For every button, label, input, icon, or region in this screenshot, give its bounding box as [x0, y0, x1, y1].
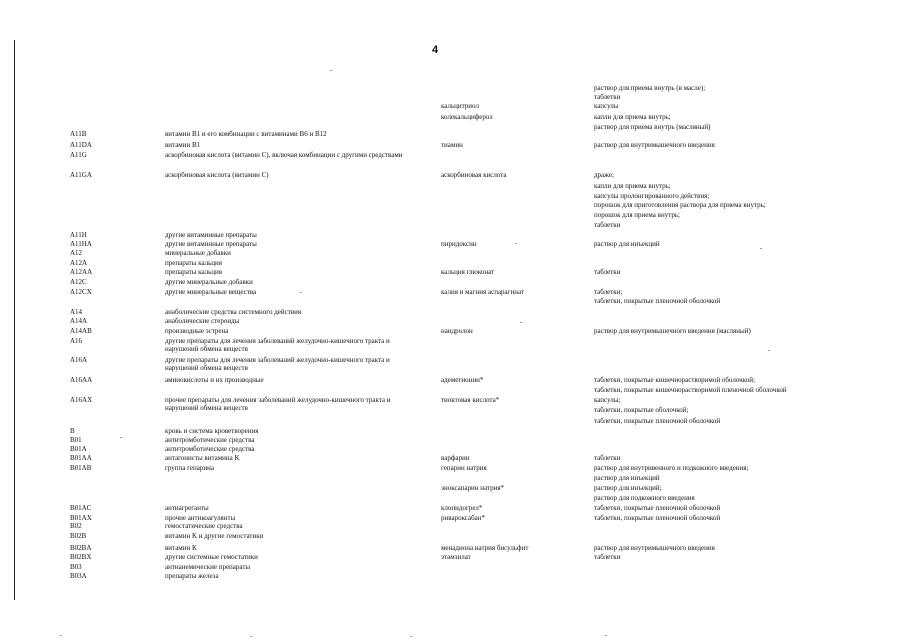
atc-code: A12A: [70, 259, 88, 267]
dosage-form-text: таблетки, покрытые пленочной оболочкой: [594, 514, 721, 522]
drug-name: гепарин натрия: [441, 464, 487, 472]
atc-code: A14A: [70, 317, 88, 325]
dosage-form-text: раствор для внутримышечного введения (масляный): [594, 327, 751, 335]
atc-group-name: другие системные гемостатики: [165, 553, 258, 561]
page-number: 4: [432, 44, 439, 56]
drug-name: кальцитриол: [441, 102, 479, 110]
dosage-form-text: раствор для приема внутрь (в масле);: [594, 84, 706, 92]
dosage-form-text: раствор для внутривенного и подкожного введения;: [594, 464, 749, 472]
drug-name: менадиона натрия бисульфит: [441, 544, 529, 552]
atc-group-name: другие витаминные препараты: [165, 240, 257, 248]
atc-code: B01A: [70, 445, 87, 453]
atc-group-name: анаболические средства системного действия: [165, 308, 302, 316]
atc-code: A12AA: [70, 268, 93, 276]
atc-group-name: гемостатические средства: [165, 522, 243, 530]
atc-group-name: витамин K и другие гемостатики: [165, 532, 264, 540]
atc-group-name: минеральные добавки: [165, 249, 231, 257]
atc-code: B01AX: [70, 514, 92, 522]
dosage-form-text: таблетки, покрытые кишечнорастворимой пленочной оболочкой: [594, 386, 787, 394]
dosage-form-text: таблетки: [594, 553, 621, 561]
atc-group-name: витамин B1 и его комбинации с витаминами B6 и B12: [165, 130, 327, 138]
dosage-form-text: раствор для внутримышечного введения: [594, 544, 715, 552]
atc-code: B01AC: [70, 504, 92, 512]
atc-group-name: прочие препараты для лечения заболеваний желудочно-кишечного тракта и нарушений обмена веществ: [165, 396, 391, 412]
atc-code: A16AX: [70, 396, 93, 404]
atc-code: B01AB: [70, 464, 92, 472]
atc-code: A11DA: [70, 141, 92, 149]
dosage-form-text: капсулы пролонгированного действия;: [594, 192, 710, 200]
atc-group-name: производные эстрена: [165, 327, 229, 335]
drug-name: ривароксабан*: [441, 514, 486, 522]
atc-group-name: аскорбиновая кислота (витамин C), включая комбинации с другими средствами: [165, 151, 403, 159]
atc-group-name: аминокислоты и их производные: [165, 376, 264, 384]
atc-group-name: препараты кальция: [165, 259, 223, 267]
dosage-form-text: таблетки;: [594, 288, 623, 296]
dosage-form-text: таблетки: [594, 221, 621, 229]
atc-group-name: антиагреганты: [165, 504, 209, 512]
dosage-form-text: раствор для подкожного введения: [594, 494, 695, 502]
atc-group-name: аскорбиновая кислота (витамин C): [165, 171, 269, 179]
drug-name: тиоктовая кислота*: [441, 396, 500, 404]
drug-name: этамзилат: [441, 553, 471, 561]
atc-group-name: препараты кальция: [165, 268, 223, 276]
atc-code: B02: [70, 522, 82, 530]
dosage-form-text: капли для приема внутрь;: [594, 113, 671, 121]
drug-name: пиридоксин: [441, 240, 477, 248]
atc-code: A16: [70, 337, 83, 345]
atc-group-name: прочие антикоагулянты: [165, 514, 236, 522]
dosage-form-text: порошок для приготовления раствора для приема внутрь;: [594, 201, 766, 209]
atc-code: B02BA: [70, 544, 92, 552]
atc-group-name: другие препараты для лечения заболеваний желудочно-кишечного тракта и нарушений обмена веществ: [165, 356, 390, 372]
atc-code: A14: [70, 308, 83, 316]
dosage-form-text: капсулы;: [594, 396, 621, 404]
atc-group-name: другие препараты для лечения заболеваний желудочно-кишечного тракта и нарушений обмена веществ: [165, 337, 390, 353]
drug-name: варфарин: [441, 454, 470, 462]
dosage-form-text: раствор для инъекций: [594, 474, 660, 482]
atc-code: A11H: [70, 231, 87, 239]
atc-code: B03A: [70, 572, 87, 580]
dosage-form-text: таблетки: [594, 93, 621, 101]
atc-code: A11GA: [70, 171, 92, 179]
atc-code: A16A: [70, 356, 88, 364]
drug-name: калия и магния аспарагинат: [441, 288, 525, 296]
drug-name: клопидогрел*: [441, 504, 483, 512]
atc-group-name: антагонисты витамина K: [165, 454, 240, 462]
drug-name: кальция глюконат: [441, 268, 495, 276]
atc-group-name: другие минеральные добавки: [165, 278, 253, 286]
atc-code: B02B: [70, 532, 87, 540]
dosage-form-text: раствор для инъекций: [594, 240, 660, 248]
atc-group-name: кровь и система кроветворения: [165, 427, 259, 435]
atc-code: B02BX: [70, 553, 92, 561]
atc-group-name: антитромботические средства: [165, 436, 255, 444]
drug-name: адеметионин*: [441, 376, 484, 384]
atc-code: A12C: [70, 278, 87, 286]
atc-group-name: витамин B1: [165, 141, 201, 149]
scan-page-edge: [14, 40, 15, 600]
atc-code: A11G: [70, 151, 87, 159]
atc-group-name: витамин K: [165, 544, 198, 552]
atc-code: A11B: [70, 130, 87, 138]
atc-group-name: другие витаминные препараты: [165, 231, 257, 239]
atc-group-name: антитромботические средства: [165, 445, 255, 453]
dosage-form-text: раствор для инъекций;: [594, 484, 662, 492]
dosage-form-text: таблетки, покрытые пленочной оболочкой: [594, 417, 721, 425]
atc-code: A14AB: [70, 327, 92, 335]
dosage-form-text: таблетки, покрытые пленочной оболочкой: [594, 297, 721, 305]
drug-name: нандролон: [441, 327, 473, 335]
drug-name: эноксапарин натрия*: [441, 484, 505, 492]
dosage-form-text: раствор для приема внутрь (масляный): [594, 123, 711, 131]
atc-group-name: группа гепарина: [165, 464, 214, 472]
dosage-form-text: таблетки, покрытые пленочной оболочкой: [594, 504, 721, 512]
drug-name: тиамин: [441, 141, 463, 149]
atc-code: A11HA: [70, 240, 92, 248]
atc-code: A12CX: [70, 288, 92, 296]
dosage-form-text: драже;: [594, 171, 614, 179]
atc-code: B01AA: [70, 454, 92, 462]
dosage-form-text: капсулы: [594, 102, 619, 110]
dosage-form-text: таблетки: [594, 268, 621, 276]
drug-name: аскорбиновая кислота: [441, 171, 507, 179]
dosage-form-text: раствор для внутримышечного введения: [594, 141, 715, 149]
dosage-form-text: таблетки, покрытые кишечнорастворимой оболочкой;: [594, 376, 755, 384]
atc-group-name: препараты железа: [165, 572, 219, 580]
dosage-form-text: таблетки, покрытые оболочкой;: [594, 406, 689, 414]
atc-group-name: антианемические препараты: [165, 563, 251, 571]
atc-code: B01: [70, 436, 82, 444]
atc-code: B: [70, 427, 75, 435]
atc-code: A12: [70, 249, 83, 257]
atc-code: A16AA: [70, 376, 93, 384]
dosage-form-text: порошок для приема внутрь;: [594, 211, 680, 219]
drug-name: колекальциферол: [441, 113, 493, 121]
atc-group-name: другие минеральные вещества: [165, 288, 257, 296]
atc-code: B03: [70, 563, 82, 571]
dosage-form-text: таблетки: [594, 454, 621, 462]
dosage-form-text: капли для приема внутрь;: [594, 182, 671, 190]
atc-group-name: анаболические стероиды: [165, 317, 240, 325]
